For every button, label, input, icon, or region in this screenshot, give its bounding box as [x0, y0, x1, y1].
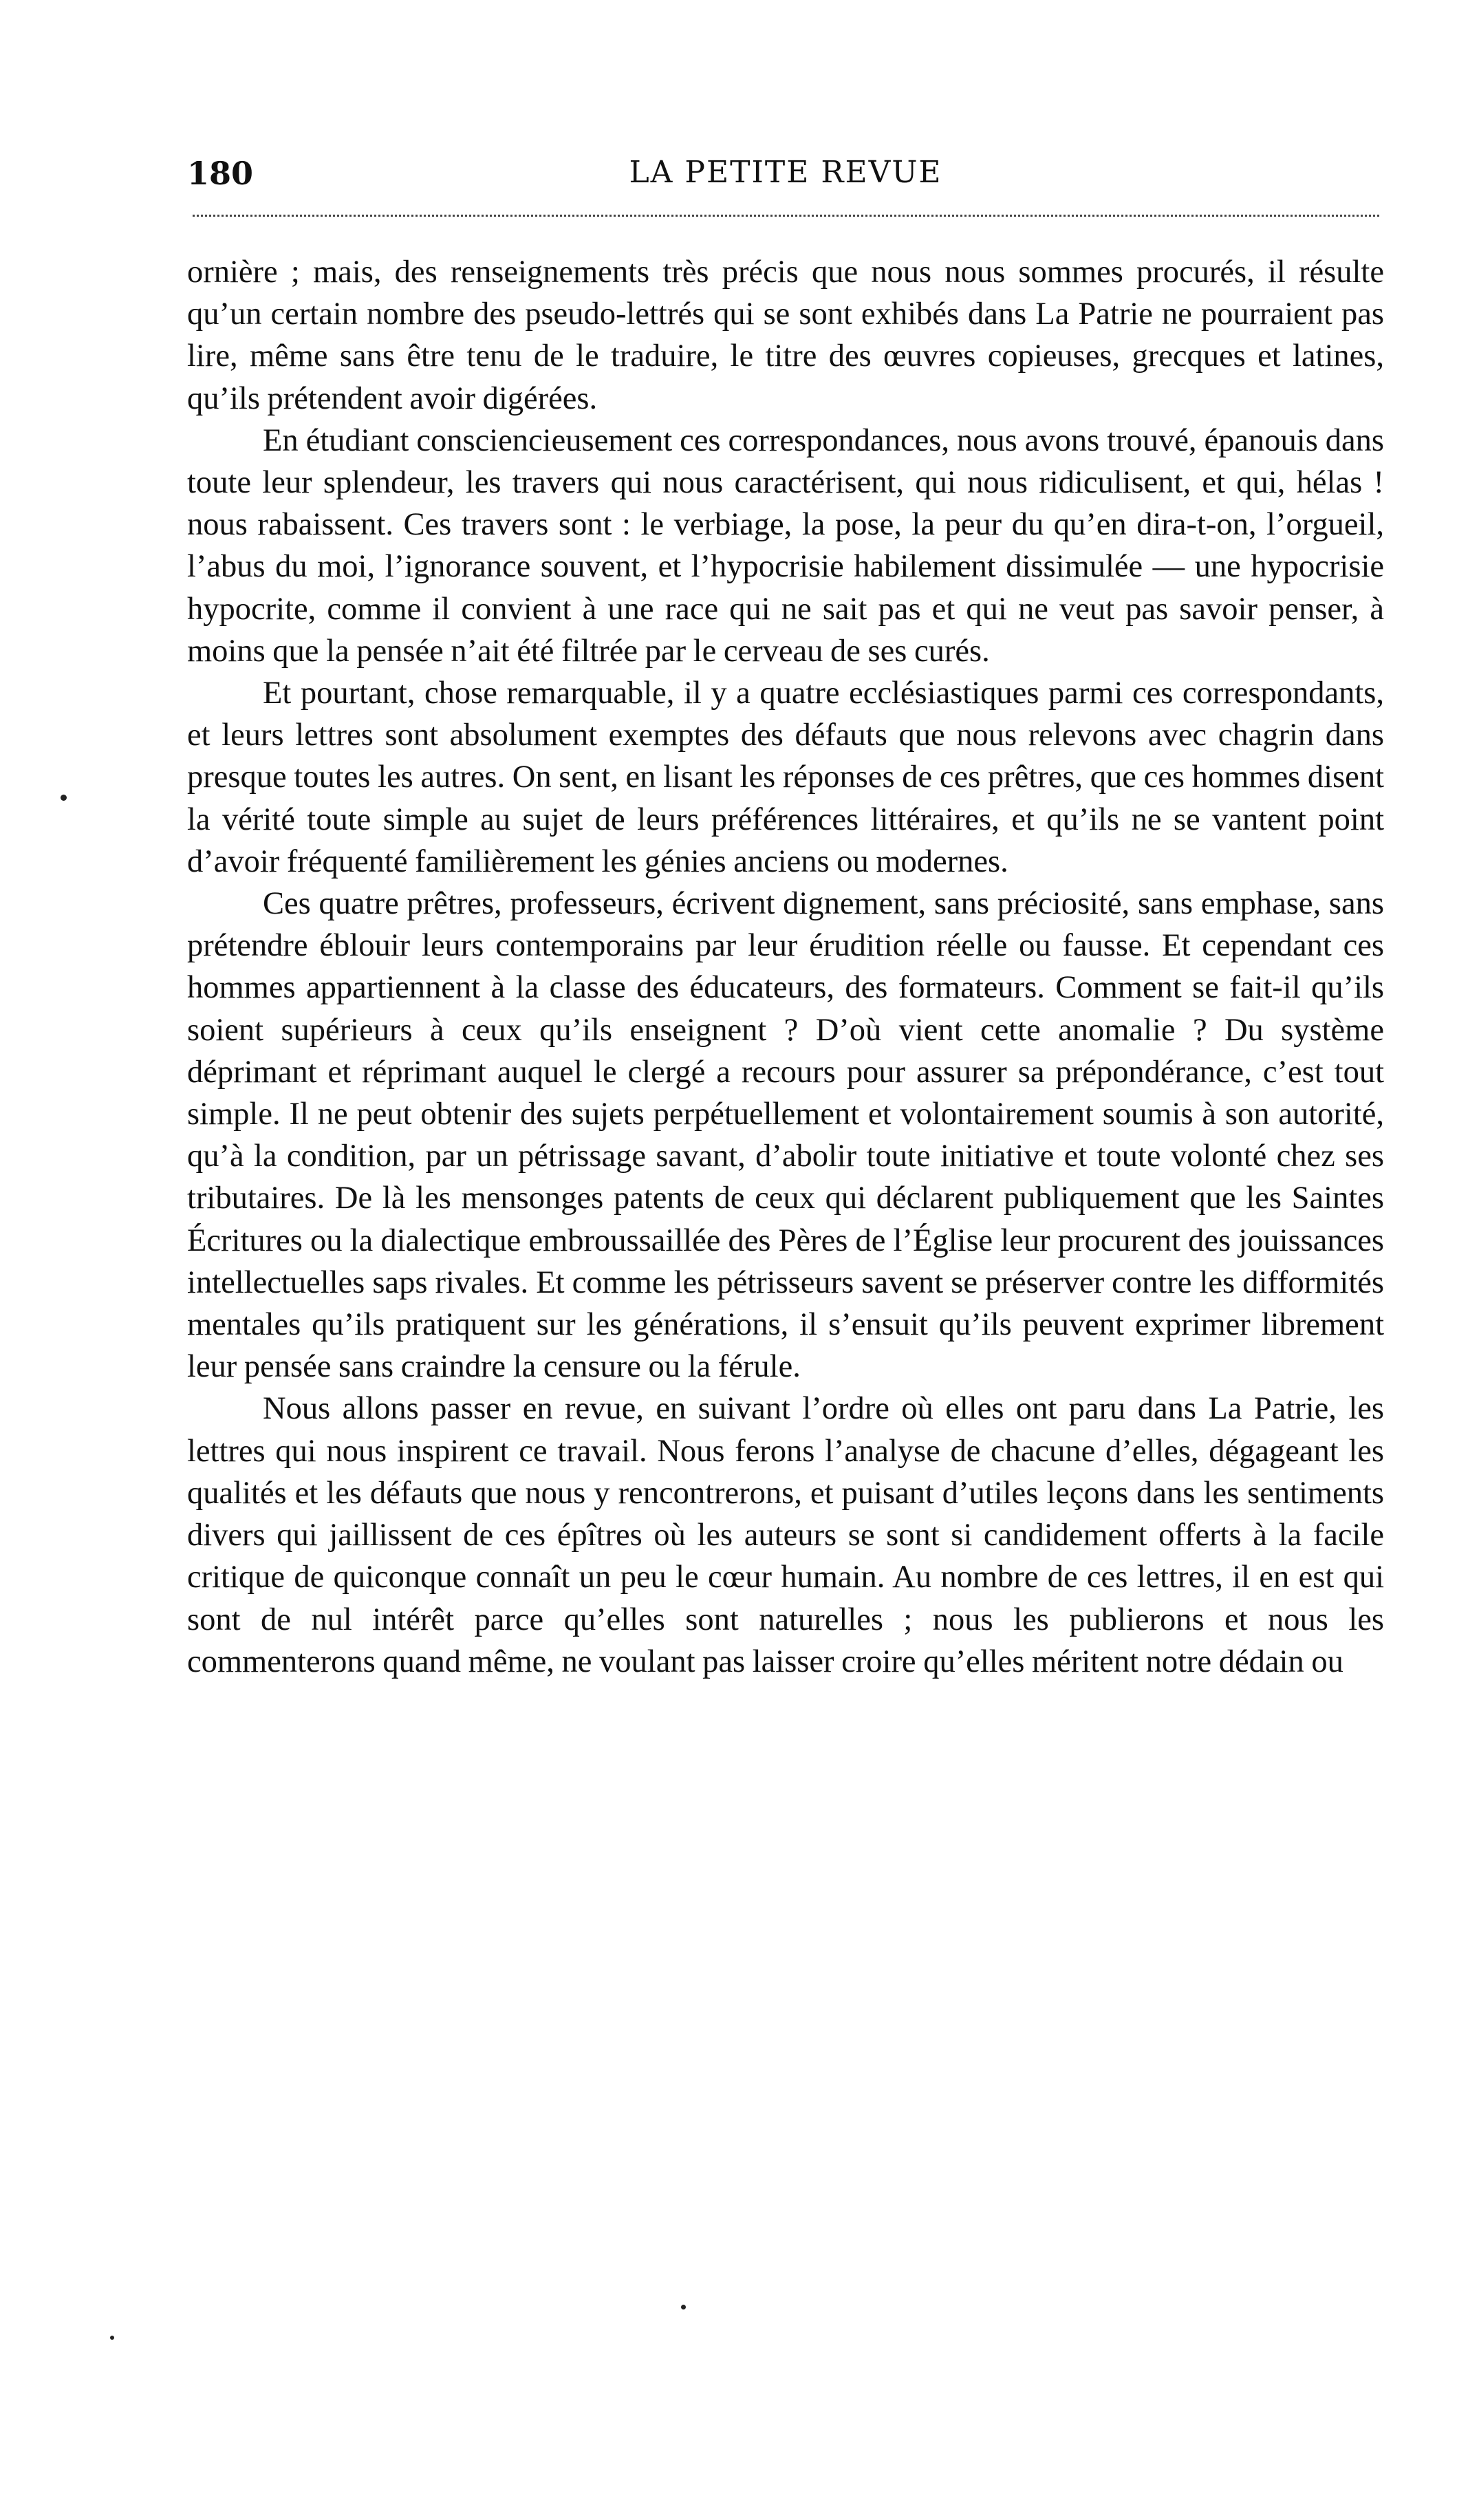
paragraph-5: Nous allons passer en revue, en suivant l’ordre où elles ont paru dans La Patrie, les lettres qui nous inspirent ce travail. Nous ferons l’analyse de chacune d’elles, dégageant les qualités et les défauts que nous y rencontrerons, et puisant d’utiles leçons dans les sentiments divers qui jaillissent de ces épîtres où les auteurs se sont si candidement offerts à la facile critique de quiconque connaît un peu le cœur humain. Au nombre de ces lettres, il en est qui sont de nul intérêt parce qu’elles sont naturelles ; nous les publierons et nous les commenterons quand même, ne voulant pas laisser croire qu’elles méritent notre dédain ou: [187, 1391, 1384, 1679]
paragraph-3: Et pourtant, chose remarquable, il y a quatre ecclésiastiques parmi ces correspondants, et leurs lettres sont absolument exemptes des défauts que nous relevons avec chagrin dans presque toutes les autres. On sent, en lisant les réponses de ces prêtres, que ces hommes disent la vérité toute simple au sujet de leurs préférences littéraires, et qu’ils ne se vantent point d’avoir fréquenté familièrement les génies anciens ou modernes.: [187, 676, 1384, 879]
paragraph-4: Ces quatre prêtres, professeurs, écrivent dignement, sans préciosité, sans emphase, sans prétendre éblouir leurs contemporains par leur érudition réelle ou fausse. Et cependant ces hommes appartiennent à la classe des éducateurs, des formateurs. Comment se fait-il qu’ils soient supérieurs à ceux qu’ils enseignent ? D’où vient cette anomalie ? Du système déprimant et réprimant auquel le clergé a recours pour assurer sa prépondérance, c’est tout simple. Il ne peut obtenir des sujets perpétuellement et volontairement soumis à son autorité, qu’à la condition, par un pétrissage savant, d’abolir toute initiative et toute volonté chez ses tributaires. De là les mensonges patents de ceux qui déclarent publiquement que les Saintes Écritures ou la dialectique embroussaillée des Pères de l’Église leur procurent des jouissances intellectuelles saps rivales. Et comme les pétrisseurs savent se préserver contre les difformités mentales qu’ils pratiquent sur les générations, il s’ensuit qu’ils peuvent exprimer librement leur pensée sans craindre la censure ou la férule.: [187, 886, 1384, 1385]
journal-title: LA PETITE REVUE: [629, 155, 942, 190]
header-rule: [193, 215, 1379, 217]
ink-speck: [61, 795, 67, 801]
body-text: [187, 251, 1384, 1683]
page-number: 180: [187, 155, 254, 192]
paragraph-2: En étudiant consciencieusement ces correspondances, nous avons trouvé, épanouis dans toute leur splendeur, les travers qui nous caractérisent, qui nous ridiculisent, et qui, hélas ! nous rabaissent. Ces travers sont : le verbiage, la pose, la peur du qu’en dira-t-on, l’orgueil, l’abus du moi, l’ignorance souvent, et l’hypocrisie habilement dissimulée — une hypocrisie hypocrite, comme il convient à une race qui ne sait pas et qui ne veut pas savoir penser, à moins que la pensée n’ait été filtrée par le cerveau de ses curés.: [187, 422, 1384, 669]
ink-speck: [681, 2305, 686, 2309]
ink-speck: [110, 2336, 114, 2340]
running-head: [187, 155, 1384, 196]
paragraph-1: ornière ; mais, des renseignements très précis que nous nous sommes procurés, il résulte qu’un certain nombre des pseudo-lettrés qui se sont exhibés dans La Patrie ne pourraient pas lire, même sans être tenu de le traduire, le titre des œuvres copieuses, grecques et latines, qu’ils prétendent avoir digérées.: [187, 255, 1384, 416]
